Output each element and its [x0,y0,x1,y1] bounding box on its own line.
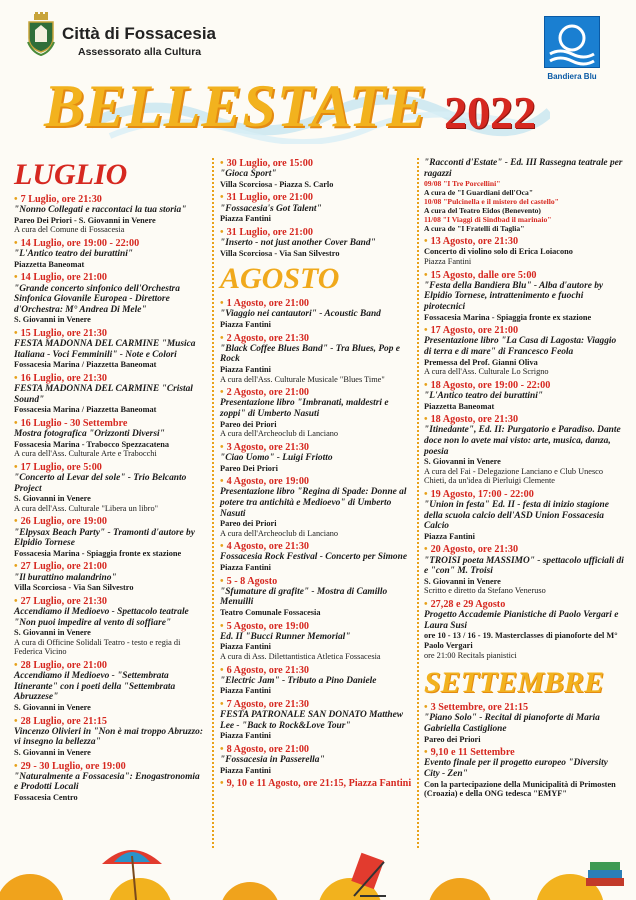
event-date-text: 20 Agosto, ore 21:30 [430,544,519,556]
event-detail: A cura di Officine Solidali Teatro - testo e regia di Federica Vicino [14,637,181,657]
event-date-text: 5 - 8 Agosto [226,575,278,587]
bullet-icon: • [424,379,428,391]
sub-event-title: "I Viaggi di Sindbad il marinaio" [442,215,552,225]
event-date [14,418,206,429]
event-item [14,516,206,558]
event-date-text: 5 Agosto, ore 19:00 [226,620,310,632]
event-item [220,699,412,741]
event-title: Evento finale per il progetto europeo "Diversity City - Zen" [424,758,608,779]
event-item [424,414,624,486]
event-detail: Piazza Fantini [220,563,271,573]
event-date [220,576,412,587]
bullet-icon: • [220,541,224,553]
event-detail: Piazzetta Baneomat [14,259,85,269]
bullet-icon: • [220,332,224,344]
event-date-text: 26 Luglio, ore 19:00 [20,516,107,528]
month-heading-agosto: AGOSTO [220,262,340,296]
bullet-icon: • [14,516,18,528]
event-detail: Piazzetta Baneomat [424,401,495,411]
bullet-icon: • [14,417,18,429]
event-detail: ore 21:00 Recitals pianistici [424,650,517,660]
event-title: Accendiamo il Medioevo - Spettacolo teatrale "Non puoi impedire al vento di soffiare" [14,607,189,628]
event-date [220,298,412,309]
bullet-icon: • [14,327,18,339]
event-detail: Concerto di violino solo di Erica Loiacono [424,247,573,257]
event-list [220,298,412,789]
event-item [220,541,412,572]
sub-event-item [424,188,624,197]
sub-event-date: 11/08 [424,215,441,225]
event-title: Presentazione libro "La Casa di Lagosta: Viaggio di terra e di mare" di Francesco Feola [424,336,617,357]
event-date-text: 3 Agosto, ore 21:30 [226,441,310,453]
event-detail: Piazza Fantini [220,214,271,224]
event-date-text: 9, 10 e 11 Agosto, ore 21:15, Piazza Fantini [226,778,412,790]
sun-decoration-icon [0,848,636,900]
event-date [424,236,624,247]
event-detail: S. Giovanni in Venere [14,315,91,325]
event-date [220,699,412,710]
event-date-text: 7 Luglio, ore 21:30 [20,194,102,205]
department-name: Assessorato alla Cultura [78,46,202,58]
event-detail: Fossacesia Marina - Spiaggia fronte ex stazione [14,548,182,558]
event-detail: Fossacesia Marina - Spiaggia fronte ex stazione [424,312,592,322]
event-date [14,516,206,527]
event-date [220,621,412,632]
event-item [220,298,412,329]
month-heading-luglio: LUGLIO [14,158,128,191]
event-date [424,270,624,281]
event-title: "Concerto al Levar del sole" - Trio Belcanto Project [14,473,187,494]
event-detail: Piazza Fantini [220,731,271,741]
event-detail: A cura dell'Ass. Culturale Musicale "Blues Time" [220,374,385,384]
event-item [14,660,206,713]
event-detail: Scritto e diretto da Stefano Veneruso [424,586,546,596]
event-date-text: 18 Agosto, ore 21:30 [430,414,519,426]
event-detail: A cura dell'Ass. Culturale "Libera un libro" [14,503,158,513]
event-date [424,544,624,555]
event-date-text: 28 Luglio, ore 21:00 [20,660,107,672]
event-date-text: 15 Luglio, ore 21:30 [20,327,107,339]
event-detail: S. Giovanni in Venere [424,457,501,467]
event-title: "L'Antico teatro dei burattini" [14,249,134,260]
event-detail: Villa Scorciosa - Piazza S. Carlo [220,179,334,189]
event-title: "Viaggio nei cantautori" - Acoustic Band [220,309,381,320]
event-date-text: 4 Agosto, ore 21:30 [226,541,310,553]
event-detail: Piazza Fantini [220,319,271,329]
event-title: Vincenzo Olivieri in "Non è mai troppo Abruzzo: vi insegno la bellezza" [14,726,203,748]
event-date-text: 14 Luglio, ore 19:00 - 22:00 [20,237,140,249]
event-item [220,744,412,775]
event-item [424,380,624,411]
event-title: "Grande concerto sinfonico dell'Orchestra Sinfonica Giovanile Europea - Direttore d'Orchestra: M° Andrea Di Mele" [14,283,180,315]
event-date [220,387,412,398]
event-date [424,489,624,500]
event-date-text: 17 Luglio, ore 5:00 [20,461,102,473]
event-title: "L'Antico teatro dei burattini" [424,390,544,401]
event-date-text: 31 Luglio, ore 21:00 [226,192,313,204]
event-item [220,778,412,789]
bullet-icon: • [14,237,18,249]
bullet-icon: • [424,544,428,556]
event-detail: A cura del Fai - Delegazione Lanciano e Club Unesco Chieti, da un'idea di Pierluigi Clemente [424,466,604,486]
sub-event-item [424,197,624,206]
event-title: "Union in festa" Ed. II - festa di inizio stagione della scuola calcio dell'ASD Union Fossacesia Calcio [424,500,609,532]
month-heading-settembre: SETTEMBRE [424,666,605,700]
event-detail: A cura dell'Archeoclub di Lanciano [220,429,339,439]
event-detail: Piazza Fantini [424,256,472,266]
bullet-icon: • [424,702,428,714]
event-date [220,476,412,487]
bullet-icon: • [424,599,428,611]
bullet-icon: • [220,476,224,488]
event-title: "Fossacesia in Passerella" [220,755,325,766]
bullet-icon: • [14,272,18,284]
title-bellestate: BELLESTATE [44,73,428,139]
city-name: Città di Fossacesia [62,24,217,43]
event-detail: Pareo dei Priori [220,419,277,429]
event-date [14,194,206,205]
column-luglio [14,158,206,806]
event-item [220,476,412,538]
event-date [220,744,412,755]
event-title: "Electric Jam" - Tributo a Pino Daniele [220,675,377,686]
event-item [424,702,624,744]
sub-event-item [424,206,624,215]
event-title: "Gioca Sport" [220,169,277,180]
event-item [14,238,206,269]
event-item [424,270,624,323]
event-item [14,418,206,459]
event-date [220,192,412,203]
sub-event-item [424,179,624,188]
event-date-text: 27 Luglio, ore 21:00 [20,561,107,573]
event-item [424,544,624,596]
event-title: "Itinedante", Ed. II: Purgatorio e Paradiso. Dante doce non lo avete mai visto: arte, musica, danza, poesia [424,425,621,457]
bullet-icon: • [424,414,428,426]
event-date [424,702,624,713]
event-date [14,561,206,572]
event-title: FESTA MADONNA DEL CARMINE "Musica Italiana - Voci Femminili" - Note e Colori [14,339,196,360]
event-title: "Piano Solo" - Recital di pianoforte di Maria Gabriella Castiglione [424,713,600,735]
event-item [424,236,624,266]
event-date [220,665,412,676]
bullet-icon: • [220,298,224,310]
sub-event-title: "Pulcinella e il mistero del castello" [443,197,559,207]
event-title: "Nonno Collegati e raccontaci la tua storia" [14,205,187,216]
event-detail: Piazza Fantini [220,765,271,775]
event-item [220,387,412,439]
poster-title [0,72,636,152]
event-title: "Naturalmente a Fossacesia": Enogastronomia e Prodotti Locali [14,771,200,793]
event-title: Mostra fotografica "Orizzonti Diversi" [14,429,165,440]
event-title: "Ciao Uomo" - Luigi Friotto [220,452,333,463]
event-date [14,272,206,283]
event-item [220,333,412,385]
event-date-text: 3 Settembre, ore 21:15 [430,702,529,714]
event-title: Ed. II "Bucci Runner Memorial" [220,631,351,642]
column-agosto [220,158,412,793]
event-detail: ore 10 - 13 / 16 - 19. Masterclasses di pianoforte del M° Paolo Vergari [424,631,618,651]
event-item [14,462,206,514]
event-title: "Inserto - not just another Cover Band" [220,237,376,248]
beach-chair-icon [350,852,390,898]
event-date-text: 15 Agosto, dalle ore 5:00 [430,269,537,281]
event-date [220,333,412,344]
event-list [220,158,412,258]
event-detail: S. Giovanni in Venere [14,628,91,638]
event-date-text: 13 Agosto, ore 21:30 [430,236,519,248]
event-item [14,272,206,325]
event-detail: S. Giovanni in Venere [14,748,91,757]
bullet-icon: • [14,715,18,727]
city-crest-icon [26,12,56,56]
event-detail: Villa Scorciosa - Via San Silvestro [220,248,340,258]
event-detail: Pareo Dei Priori - S. Giovanni in Venere [14,215,156,225]
event-date [14,596,206,607]
event-date-text: 6 Agosto, ore 21:30 [226,664,310,676]
event-date-text: 8 Agosto, ore 21:00 [226,744,310,756]
event-detail: Villa Scorciosa - Via San Silvestro [14,583,134,593]
event-title: Accendiamo il Medioevo - "Settembrata Itinerante" con i poeti della "Settembrata Abruzzese" [14,671,176,703]
event-detail: Piazza Fantini [220,642,271,652]
event-date-text: 18 Agosto, ore 19:00 - 22:00 [430,379,551,391]
event-item [220,665,412,696]
event-date [14,716,206,727]
event-date [424,747,624,758]
event-item [220,158,412,189]
event-title: Progetto Accademie Pianistiche di Paolo Vergari e Laura Susi [424,610,619,631]
racconti-estate-block [424,158,624,233]
event-detail: Pareo dei Priori [220,519,277,529]
event-date [424,325,624,336]
event-title: Fossacesia Rock Festival - Concerto per Simone [220,552,407,563]
event-item [14,194,206,235]
event-date-text: 27 Luglio, ore 21:30 [20,595,107,607]
event-date [424,599,624,610]
bullet-icon: • [220,441,224,453]
event-date [14,328,206,339]
event-title: "TROISI poeta MASSIMO" - spettacolo ufficiali di e "con" M. Troisi [424,555,624,577]
event-detail: Piazza Fantini [424,531,475,541]
event-date-text: 16 Luglio, ore 21:30 [20,372,107,384]
bullet-icon: • [220,575,224,587]
event-detail: S. Giovanni in Venere [424,576,501,586]
event-item [424,747,624,799]
event-detail: Pareo Dei Priori [220,463,278,473]
event-date-text: 2 Agosto, ore 21:30 [226,332,310,344]
event-detail: A cura dell'Ass. Culturale Arte e Trabocchi [14,449,157,459]
bullet-icon: • [220,387,224,399]
bullet-icon: • [220,699,224,711]
event-item [220,192,412,223]
event-detail: S. Giovanni in Venere [14,494,91,504]
event-detail: A cura del Comune di Fossacesia [14,225,125,235]
bullet-icon: • [14,372,18,384]
bullet-icon: • [424,488,428,500]
event-list [424,702,624,799]
event-date-text: 4 Agosto, ore 19:00 [226,476,310,488]
event-detail: Piazza Fantini [220,364,271,374]
header [0,0,636,81]
event-date-text: 19 Agosto, 17:00 - 22:00 [430,488,534,500]
bullet-icon: • [220,226,224,238]
event-date [424,380,624,391]
event-item [424,599,624,660]
sub-event-item [424,215,624,224]
bullet-icon: • [220,158,224,169]
bullet-icon: • [14,194,18,205]
event-date [220,442,412,453]
bandiera-blu-label: Bandiera Blu [547,72,597,81]
event-item [220,576,412,618]
event-date-text: 9,10 e 11 Settembre [430,747,515,759]
event-title: "Elpysax Beach Party" - Tramonti d'autore by Elpidio Tornese [14,527,195,549]
event-item [14,328,206,370]
event-date [14,238,206,249]
event-date-text: 7 Agosto, ore 21:30 [226,699,310,711]
event-date-text: 17 Agosto, ore 21:00 [430,325,519,337]
sub-event-organizer: A cura de "I Guardiani dell'Oca" [424,188,534,198]
event-date-text: 28 Luglio, ore 21:15 [20,715,107,727]
event-item [220,442,412,473]
bullet-icon: • [424,236,428,248]
bullet-icon: • [220,192,224,204]
bullet-icon: • [424,747,428,759]
event-date [220,778,412,789]
event-date [424,414,624,425]
event-date [220,541,412,552]
bullet-icon: • [14,760,18,772]
beach-umbrella-icon [100,848,164,900]
bullet-icon: • [424,269,428,281]
event-detail: Fossacesia Marina / Piazzetta Baneomat [14,360,157,370]
bullet-icon: • [220,778,224,790]
bullet-icon: • [14,461,18,473]
event-title: FESTA MADONNA DEL CARMINE "Cristal Sound" [14,384,193,405]
event-date [14,462,206,473]
event-item [14,373,206,415]
event-date [14,761,206,772]
bullet-icon: • [14,660,18,672]
event-detail: A cura di Ass. Dilettantistica Atletica Fossacesia [220,652,381,662]
sub-event-date: 09/08 [424,179,442,189]
event-detail: Piazza Fantini [220,686,271,696]
books-icon [584,854,628,894]
title-year: 2022 [444,87,536,138]
sub-event-organizer: A cura de "I Fratelli di Taglia" [424,224,525,234]
event-item [14,561,206,592]
event-list [424,236,624,660]
event-date-text: 29 - 30 Luglio, ore 19:00 [20,760,126,772]
event-item [424,325,624,377]
event-date-text: 2 Agosto, ore 21:00 [226,387,310,399]
column-agosto-settembre [424,158,624,802]
event-detail: A cura dell'Ass. Culturale Lo Scrigno [424,367,549,377]
event-detail: Fossacesia Centro [14,792,78,802]
sub-event-date: 10/08 [424,197,442,207]
bullet-icon: • [220,744,224,756]
event-detail: Fossacesia Marina / Piazzetta Baneomat [14,405,157,415]
event-title: "Racconti d'Estate" - Ed. III Rassegna teatrale per ragazzi [424,158,623,179]
column-divider [417,158,419,848]
sub-event-list [424,179,624,233]
bullet-icon: • [220,620,224,632]
bullet-icon: • [220,664,224,676]
bandiera-blu-flag-icon [544,16,600,68]
event-item [14,596,206,657]
sub-event-title: "I Tre Porcellini" [443,179,501,189]
event-detail: A cura dell'Archeoclub di Lanciano [220,528,339,538]
event-date-text: 14 Luglio, ore 21:00 [20,272,107,284]
event-item [220,227,412,258]
event-title: FESTA PATRONALE SAN DONATO Matthew Lee - "Back to Rock&Love Tour" [220,710,404,731]
event-date [220,227,412,238]
event-detail: Teatro Comunale Fossacesia [220,608,321,618]
event-date [14,660,206,671]
bullet-icon: • [14,595,18,607]
event-title: "Festa della Bandiera Blu" - Alba d'autore by Elpidio Tornese, intrattenimento e fuochi pirotecnici [424,280,604,312]
event-date-text: 31 Luglio, ore 21:00 [226,226,313,238]
column-divider [212,158,214,848]
event-title: "Sfumature di grafite" - Mostra di Camillo Menuilli [220,586,388,608]
event-item [424,489,624,542]
event-detail: S. Giovanni in Venere [14,703,91,713]
event-detail: Fossacesia Marina - Trabocco Spezzacatena [14,439,169,449]
bullet-icon: • [14,561,18,573]
event-date-text: 16 Luglio - 30 Settembre [20,417,128,429]
event-detail: Con la partecipazione della Municipalità di Primosten (Croazia) e della ONG tedesca "EMYF" [424,779,616,799]
beach-decoration [0,848,636,900]
event-date [220,158,412,169]
event-item [14,761,206,803]
event-title: "Black Coffee Blues Band" - Tra Blues, Pop e Rock [220,343,400,365]
event-title: "Fossacesia's Got Talent" [220,203,322,214]
event-detail: Premessa del Prof. Gianni Oliva [424,357,538,367]
event-title: Presentazione libro "Imbranati, maldestri e zoppi" di Umberto Nasuti [220,398,389,419]
event-item [220,621,412,662]
sub-event-item [424,224,624,233]
event-date [14,373,206,384]
event-date-text: 1 Agosto, ore 21:00 [226,298,310,310]
sub-event-organizer: A cura del Teatro Eidos (Benevento) [424,206,541,216]
event-list [14,194,206,803]
bullet-icon: • [424,325,428,337]
event-title: "Il burattino malandrino" [14,572,117,583]
event-title: Presentazione libro "Regina di Spade: Donne al potere tra antichità e Medioevo" di Umberto Nasuti [220,487,407,519]
event-detail: Pareo dei Priori [424,734,481,744]
event-date-text: 27,28 e 29 Agosto [430,599,506,611]
event-item [14,716,206,758]
event-date-text: 30 Luglio, ore 15:00 [226,158,313,169]
